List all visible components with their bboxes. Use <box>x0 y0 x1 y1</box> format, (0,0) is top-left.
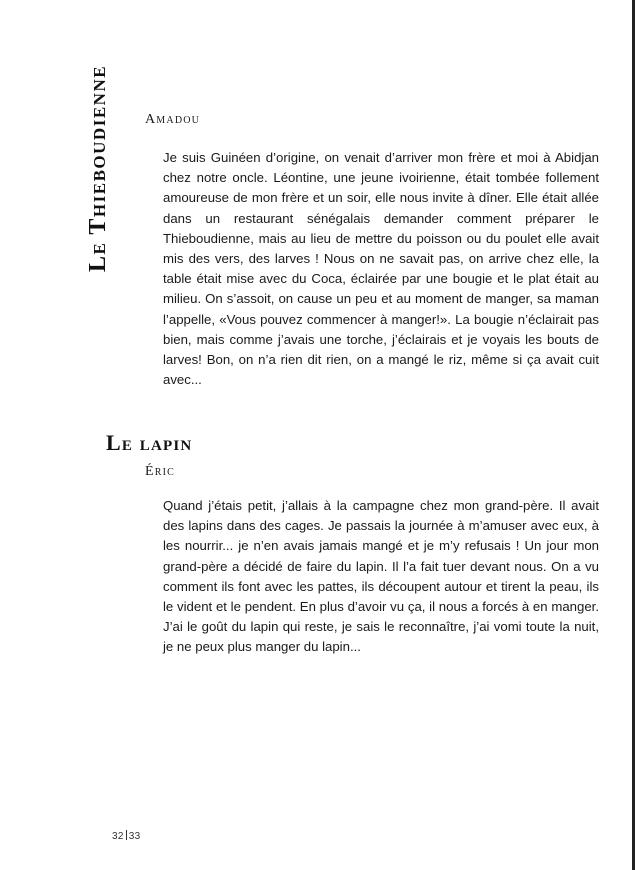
story-text-thieboudienne: Je suis Guinéen d’origine, on venait d’arriver mon frère et moi à Abidjan chez notre oncle. Léontine, une jeune ivoirienne, était tombée follement amoureuse de mon frère et un soir, elle nous invite à dîner. Elle était allée dans un restaurant sénégalais demander comment préparer le Thieboudienne, mais au lieu de mettre du poisson ou du poulet elle avait mis des vers, des larves ! Nous on ne savait pas, on arrive chez elle, la table était mise avec du Coca, éclairée par une bougie et le plat était au milieu. On s’assoit, on cause un peu et au moment de manger, sa maman l’appelle, «Vous pouvez commencer à manger!». La bougie n’éclairait pas bien, mais comme j’avais une torche, j’éclairais et je voyais les bouts de larves! Bon, on n’a rien dit rien, on a mangé le riz, même si ça avait cuit avec... <box>163 150 599 388</box>
story-text-lapin: Quand j’étais petit, j’allais à la campagne chez mon grand-père. Il avait des lapins dans des cages. Je passais la journée à m’amuser avec eux, à les nourrir... je n’en avais jamais mangé et je m’y refusais ! Un jour mon grand-père a décidé de faire du lapin. Il l’a fait tuer devant nous. On a vu comment ils font avec les pattes, ils découpent autour et tirent la peau, ils le vident et le pendent. En plus d’avoir vu ça, il nous a forcés à en manger. J’ai le goût du lapin qui reste, je sais le reconnaître, j’ai vomi toute la nuit, je ne peux plus manger du lapin... <box>163 498 599 655</box>
story-title-thieboudienne: Le Thieboudienne <box>85 64 111 272</box>
page-numbers <box>112 830 140 842</box>
story-author-eric: Éric <box>145 464 176 479</box>
story-author-amadou: Amadou <box>145 112 201 127</box>
page-number-right: 33 <box>128 831 141 842</box>
page-number-separator <box>126 830 127 840</box>
story-title-lapin: Le lapin <box>106 430 193 455</box>
page-number-left: 32 <box>112 831 124 842</box>
